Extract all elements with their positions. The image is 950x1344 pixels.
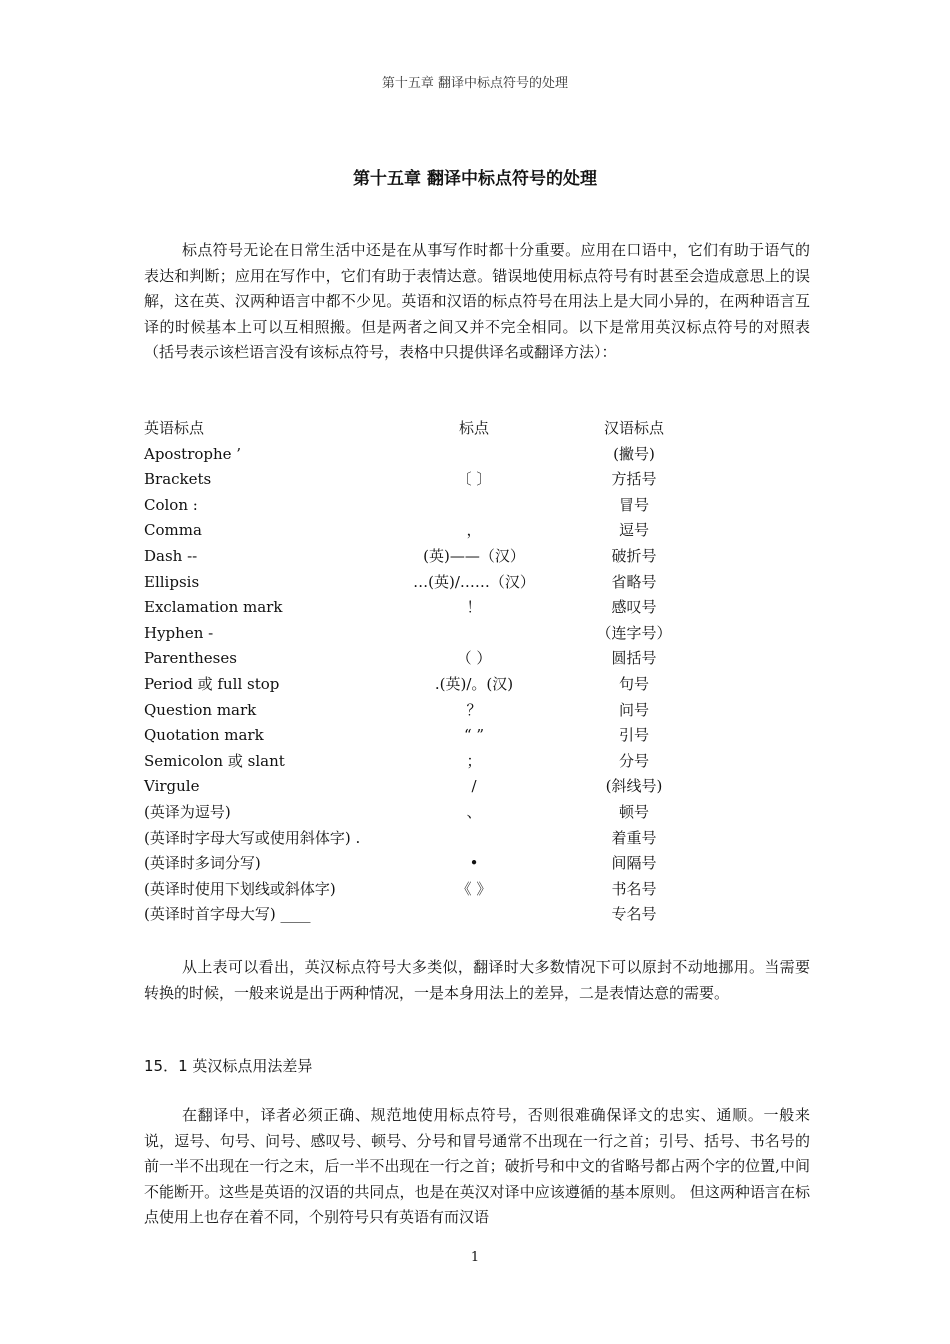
cell-chinese: 着重号 (611, 828, 657, 847)
intro-paragraph: 标点符号无论在日常生活中还是在从事写作时都十分重要。应用在口语中，它们有助于语气的表达和判断；应用在写作中，它们有助于表情达意。错误地使用标点符号有时甚至会造成意思上的误解，这在英、汉两种语言中都不少见。英语和汉语的标点符号在用法上是大同小异的，在两种语言互译的时候基本上可以互相照搬。但是两者之间又并不完全相同。以下是常用英汉标点符号的对照表（括号表示该栏语言没有该标点符号，表格中只提供译名或翻译方法）： (144, 241, 810, 362)
table-body (144, 442, 810, 928)
summary-paragraph: 从上表可以看出，英汉标点符号大多类似，翻译时大多数情况下可以原封不动地挪用。当需要转换的时候，一般来说是出于两种情况，一是本身用法上的差异，二是表情达意的需要。 (144, 958, 810, 1002)
cell-chinese: 引号 (618, 726, 649, 745)
cell-chinese: （连字号） (596, 623, 672, 642)
table-row (144, 442, 810, 468)
cell-symbol: (英)——（汉） (423, 546, 525, 565)
section-paragraph: 在翻译中，译者必须正确、规范地使用标点符号，否则很难确保译文的忠实、通顺。一般来说，逗号、句号、问号、感叹号、顿号、分号和冒号通常不出现在一行之首；引号、括号、书名号的前一半不出现在一行之末，后一半不出现在一行之首；破折号和中文的省略号都占两个字的位置,中间不能断开。这些是英语的汉语的共同点，也是在英汉对译中应该遵循的基本原则。 但这两种语言在标点使用上也存在着不同，个别符号只有英语有而汉语 (144, 1106, 810, 1227)
table-row (144, 826, 810, 852)
table-row (144, 723, 810, 749)
table-row (144, 646, 810, 672)
cell-english: (英译为逗号) (144, 802, 231, 821)
table-header-row (144, 416, 810, 442)
cell-chinese: 省略号 (611, 572, 657, 591)
cell-english: Question mark (144, 700, 257, 719)
cell-chinese: 圆括号 (611, 649, 657, 668)
cell-symbol: / (471, 777, 477, 796)
cell-english: Virgule (144, 777, 200, 796)
cell-english: (英译时多词分写) (144, 854, 261, 873)
cell-english: Dash -- (144, 546, 198, 565)
cell-chinese: 间隔号 (611, 854, 657, 873)
table-row (144, 877, 810, 903)
running-header: 第十五章 翻译中标点符号的处理 (381, 76, 569, 91)
table-row (144, 518, 810, 544)
cell-symbol: 《 》 (456, 879, 492, 898)
cell-symbol: 、 (466, 802, 482, 821)
cell-chinese: (撇号) (613, 444, 655, 463)
cell-english: Ellipsis (144, 572, 200, 591)
cell-chinese: 书名号 (611, 879, 657, 898)
section-heading: 15．1 英汉标点用法差异 (144, 1057, 313, 1075)
page-number: 1 (470, 1250, 480, 1265)
table-row (144, 800, 810, 826)
table-row (144, 698, 810, 724)
cell-english: Parentheses (144, 649, 237, 668)
cell-chinese: 冒号 (618, 495, 649, 514)
punctuation-table (144, 416, 810, 928)
cell-symbol: ； (466, 751, 482, 770)
cell-english: Apostrophe ’ (144, 444, 242, 463)
cell-chinese: 感叹号 (611, 598, 657, 617)
table-row (144, 672, 810, 698)
cell-symbol: …(英)/……（汉） (413, 572, 535, 591)
table-row (144, 467, 810, 493)
cell-chinese: 分号 (618, 751, 649, 770)
cell-english: Brackets (144, 470, 212, 489)
table-row (144, 749, 810, 775)
header-english: 英语标点 (144, 419, 205, 437)
table-row (144, 851, 810, 877)
cell-chinese: 方括号 (611, 470, 657, 489)
cell-symbol: .(英)/。(汉) (434, 674, 514, 693)
table-row (144, 493, 810, 519)
cell-english: Comma (144, 521, 202, 540)
cell-chinese: 逗号 (618, 521, 649, 540)
cell-chinese: 破折号 (611, 546, 657, 565)
cell-symbol: （ ） (456, 649, 492, 668)
cell-english: Quotation mark (144, 726, 264, 745)
cell-english: Semicolon 或 slant (144, 751, 285, 770)
chapter-title: 第十五章 翻译中标点符号的处理 (353, 169, 597, 189)
cell-english: (英译时字母大写或使用斜体字) . (144, 828, 361, 847)
cell-english: Hyphen - (144, 623, 214, 642)
cell-symbol: ！ (466, 598, 482, 617)
cell-symbol: ？ (466, 700, 482, 719)
cell-chinese: 专名号 (611, 905, 657, 924)
cell-english: (英译时首字母大写) ____ (144, 905, 311, 924)
cell-symbol: • (469, 854, 479, 873)
table-row (144, 595, 810, 621)
table-row (144, 544, 810, 570)
header-symbol: 标点 (458, 419, 489, 437)
cell-english: Colon : (144, 495, 198, 514)
cell-chinese: (斜线号) (605, 777, 663, 796)
table-row (144, 570, 810, 596)
table-row (144, 621, 810, 647)
header-chinese: 汉语标点 (603, 419, 664, 437)
cell-symbol: 〔 〕 (456, 470, 492, 489)
cell-symbol: ， (466, 521, 482, 540)
cell-english: Period 或 full stop (144, 674, 280, 693)
table-row (144, 902, 810, 928)
cell-symbol: “ ” (463, 726, 485, 745)
cell-english: Exclamation mark (144, 598, 283, 617)
cell-chinese: 句号 (618, 674, 649, 693)
cell-chinese: 顿号 (618, 802, 649, 821)
table-row (144, 774, 810, 800)
cell-english: (英译时使用下划线或斜体字) (144, 879, 336, 898)
cell-chinese: 问号 (618, 700, 649, 719)
